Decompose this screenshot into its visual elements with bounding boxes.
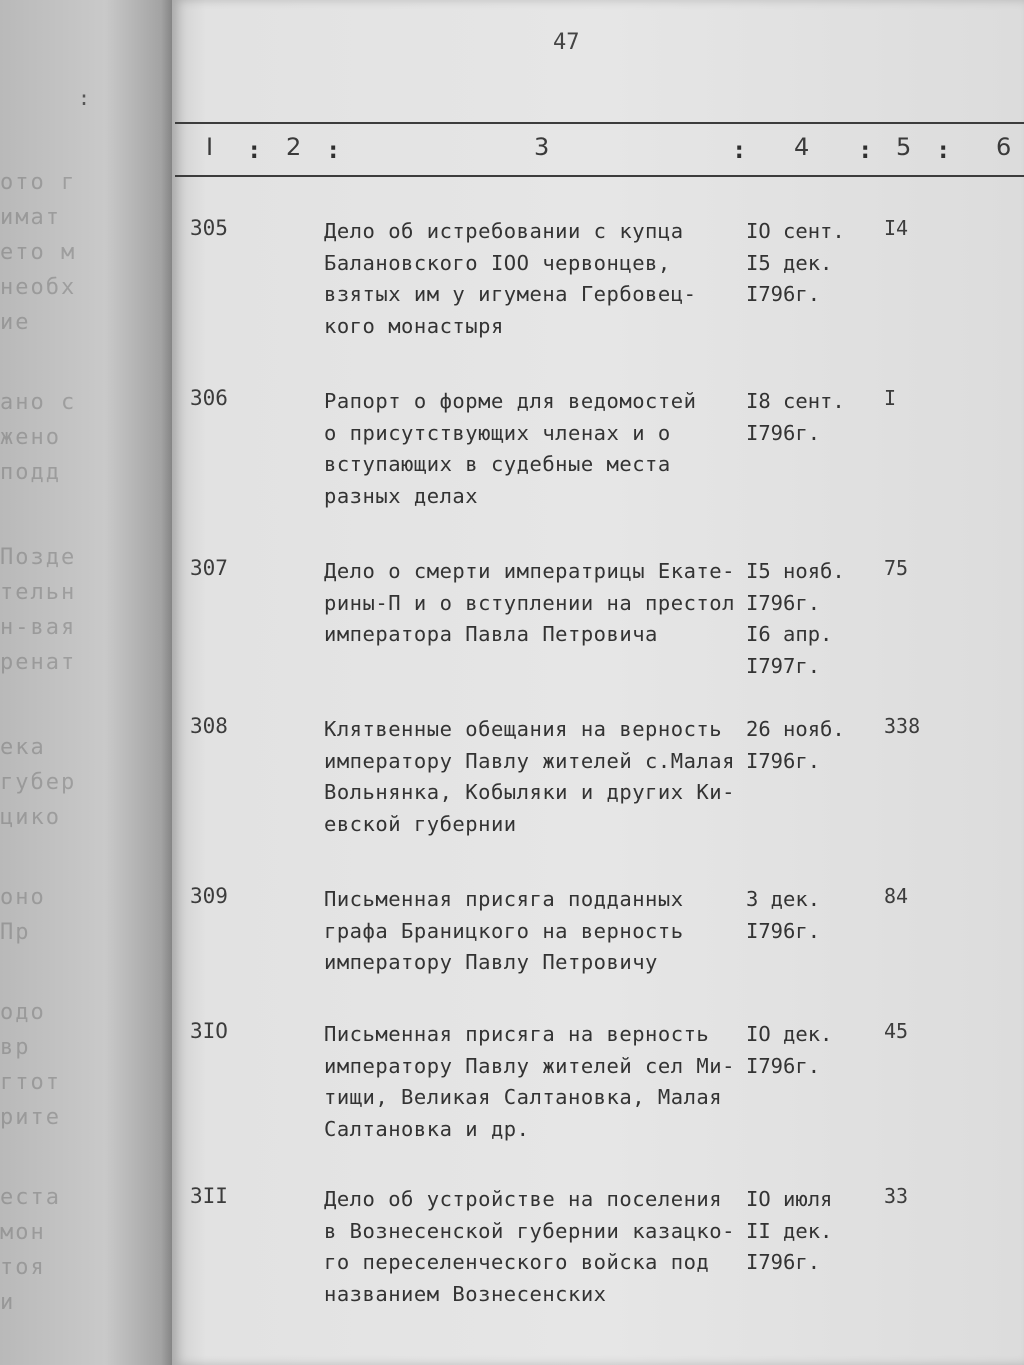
- title-line: Письменная присяга подданных: [324, 887, 684, 911]
- date-line: I796г.: [746, 1053, 821, 1078]
- entry-dates: [746, 556, 866, 682]
- column-header-3: 3: [534, 133, 550, 161]
- date-line: I797г.: [746, 653, 821, 678]
- column-header-2: 2: [286, 133, 302, 161]
- header-rule-top: [175, 122, 1024, 124]
- date-line: I5 дек.: [746, 250, 833, 275]
- column-header-6: 6: [996, 133, 1012, 161]
- title-line: названием Вознесенских: [324, 1281, 607, 1306]
- entry-number: 306: [190, 386, 228, 410]
- left-page-margin-mark: :: [78, 86, 91, 110]
- entry-sheets: 45: [884, 1019, 909, 1043]
- entry-dates: [746, 1184, 866, 1279]
- entry-title: [324, 714, 754, 840]
- column-separator: :: [732, 136, 747, 164]
- title-line: Рапорт о форме для ведомостей: [324, 389, 697, 413]
- entry-sheets: I: [884, 386, 897, 410]
- column-separator: :: [247, 136, 262, 164]
- date-line: IO июля: [746, 1187, 833, 1211]
- title-line: в Вознесенской губернии казацко-: [324, 1218, 735, 1243]
- entry-sheets: I4: [884, 216, 909, 240]
- column-separator: :: [326, 136, 341, 164]
- date-line: 26 нояб.: [746, 717, 845, 741]
- entry-title: [324, 1019, 754, 1145]
- entry-title: [324, 216, 754, 342]
- date-line: II дек.: [746, 1218, 833, 1243]
- column-separator: :: [858, 136, 873, 164]
- title-line: Дело о смерти императрицы Екате-: [324, 559, 735, 583]
- date-line: I796г.: [746, 282, 821, 306]
- title-line: кого монастыря: [324, 313, 504, 338]
- entry-number: 305: [190, 216, 228, 240]
- entry-title: [324, 884, 754, 979]
- entry-number: 308: [190, 714, 228, 738]
- date-line: I5 нояб.: [746, 559, 845, 583]
- title-line: разных делах: [324, 483, 479, 508]
- entry-number: 3IO: [190, 1019, 228, 1043]
- entry-number: 3II: [190, 1184, 228, 1208]
- date-line: I796г.: [746, 1250, 821, 1274]
- title-line: тищи, Великая Салтановка, Малая: [324, 1085, 723, 1109]
- title-line: императору Павлу жителей с.Малая: [324, 748, 735, 773]
- entry-dates: [746, 714, 866, 777]
- entry-title: [324, 386, 754, 512]
- entry-number: 307: [190, 556, 228, 580]
- column-header-1: I: [206, 133, 214, 161]
- title-line: взятых им у игумена Гербовец-: [324, 282, 697, 306]
- title-line: Дело об истребовании с купца: [324, 219, 684, 243]
- page-number: 47: [553, 30, 580, 55]
- entry-dates: [746, 884, 866, 947]
- column-header-5: 5: [896, 133, 912, 161]
- title-line: императора Павла Петровича: [324, 622, 658, 646]
- entry-number: 309: [190, 884, 228, 908]
- title-line: Вольнянка, Кобыляки и других Ки-: [324, 780, 735, 804]
- entry-title: [324, 1184, 754, 1310]
- date-line: IO сент.: [746, 219, 845, 243]
- entry-dates: [746, 1019, 866, 1082]
- entry-sheets: 84: [884, 884, 909, 908]
- title-line: рины-П и о вступлении на престол: [324, 590, 735, 615]
- column-header-4: 4: [794, 133, 810, 161]
- entry-title: [324, 556, 754, 651]
- title-line: евской губернии: [324, 811, 517, 836]
- title-line: Салтановка и др.: [324, 1116, 530, 1141]
- date-line: I6 апр.: [746, 622, 833, 646]
- header-rule-bottom: [175, 175, 1024, 177]
- entry-dates: [746, 216, 866, 311]
- entry-sheets: 75: [884, 556, 909, 580]
- title-line: графа Браницкого на верность: [324, 918, 684, 943]
- entry-dates: [746, 386, 866, 449]
- date-line: 3 дек.: [746, 887, 821, 911]
- date-line: I796г.: [746, 420, 821, 445]
- title-line: Дело об устройстве на поселения: [324, 1187, 723, 1211]
- title-line: императору Павлу Петровичу: [324, 950, 658, 974]
- date-line: I796г.: [746, 590, 821, 615]
- entry-sheets: 33: [884, 1184, 909, 1208]
- document-page: [172, 0, 1024, 1365]
- title-line: го переселенческого войска под: [324, 1250, 710, 1274]
- date-line: I8 сент.: [746, 389, 845, 413]
- column-separator: :: [936, 136, 951, 164]
- title-line: вступающих в судебные места: [324, 452, 671, 476]
- title-line: Клятвенные обещания на верность: [324, 717, 723, 741]
- title-line: императору Павлу жителей сел Ми-: [324, 1053, 735, 1078]
- title-line: Письменная присяга на верность: [324, 1022, 710, 1046]
- title-line: Балановского IOO червонцев,: [324, 250, 671, 275]
- title-line: о присутствующих членах и о: [324, 420, 671, 445]
- date-line: IO дек.: [746, 1022, 833, 1046]
- entry-sheets: 338: [884, 714, 921, 738]
- left-page-edge: ото г имат ето м необх ие ано с жено подд Позде тельн н-вая ренат ека губер цико оно Пр одо вр гтот рите еста мон тоя и :: [0, 0, 175, 1365]
- date-line: I796г.: [746, 918, 821, 943]
- date-line: I796г.: [746, 748, 821, 773]
